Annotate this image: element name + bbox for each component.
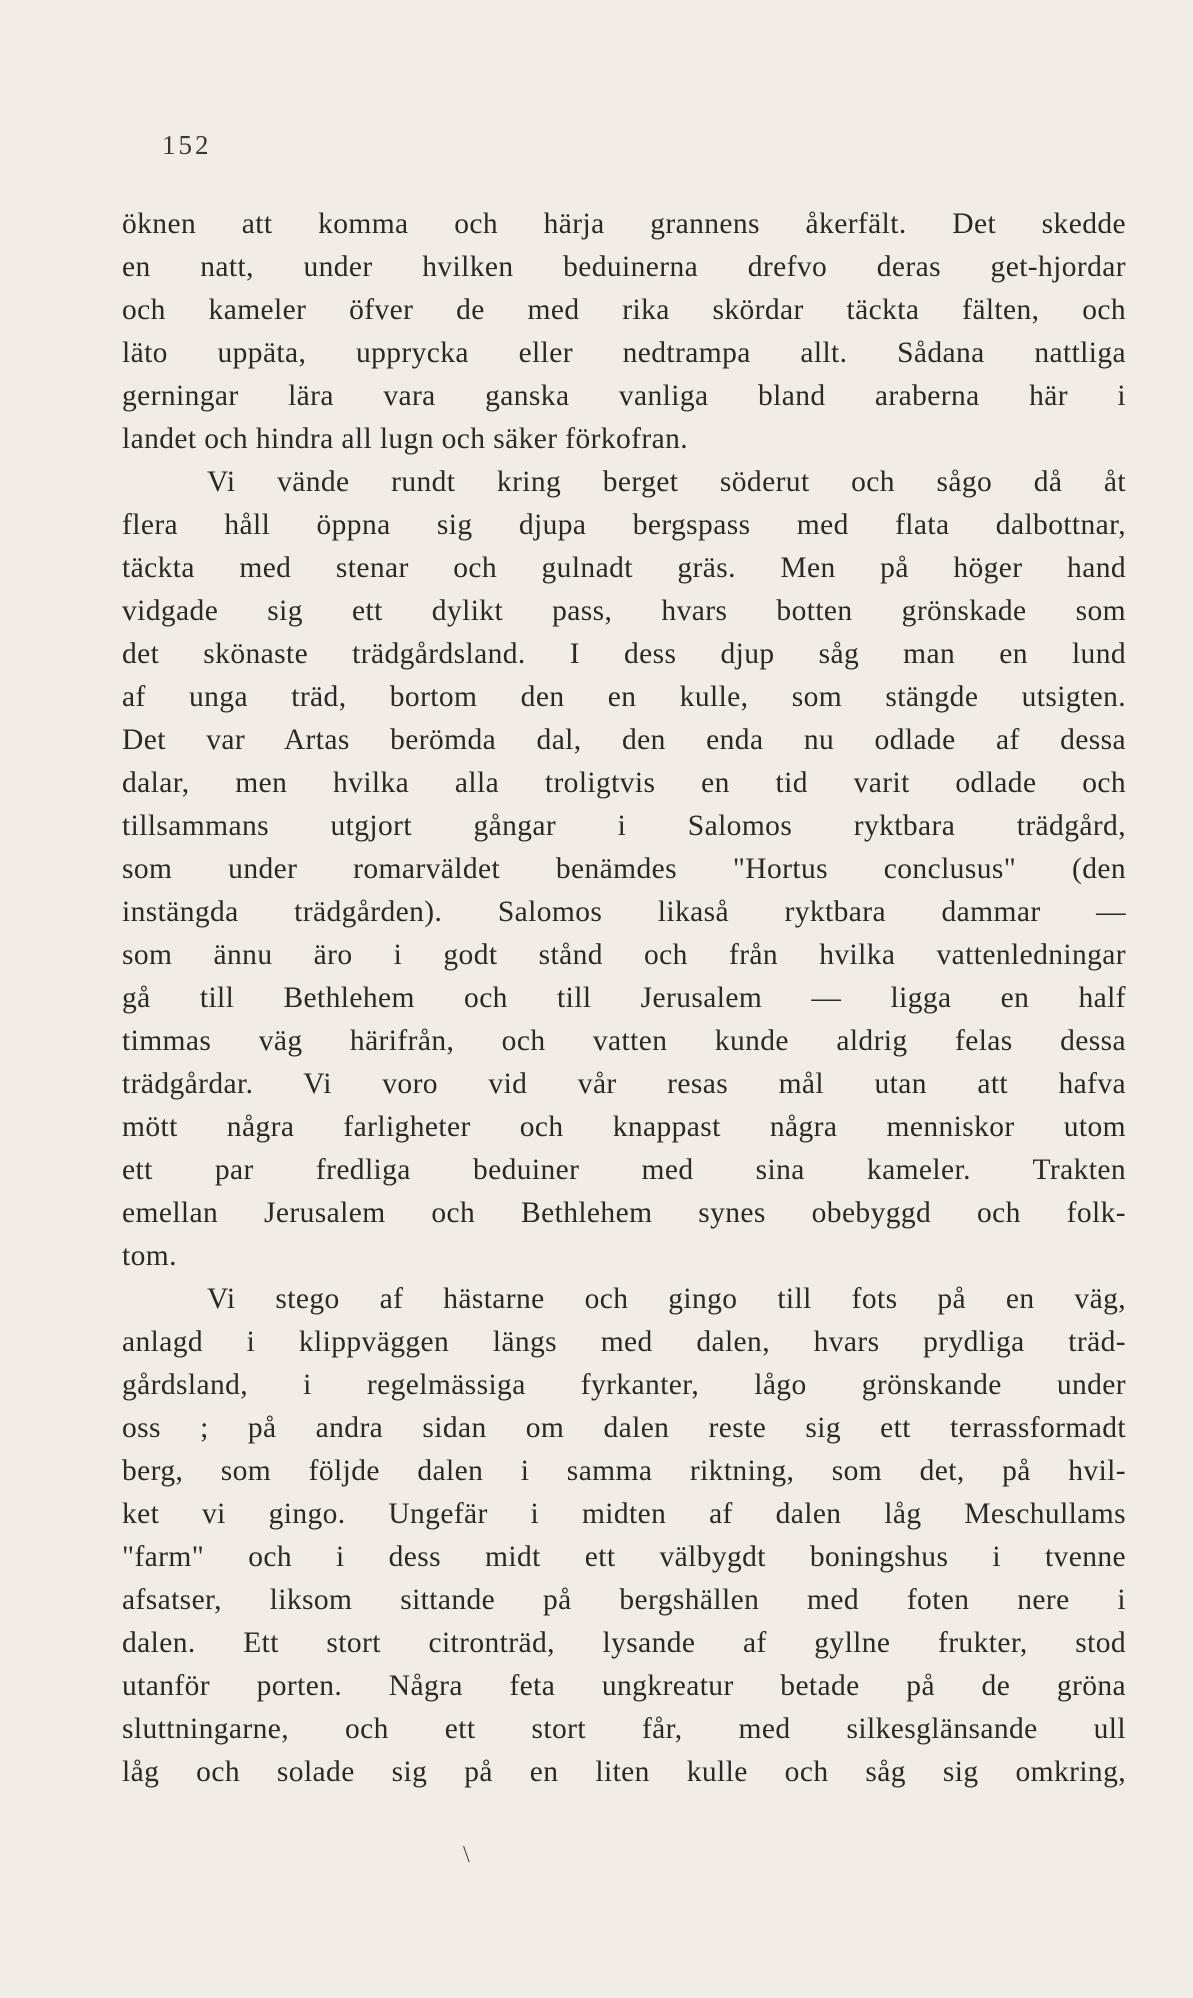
- text-line: Det var Artas berömda dal, den enda nu odlade af dessa: [122, 724, 1126, 756]
- text-line: en natt, under hvilken beduinerna drefvo deras get-hjordar: [122, 251, 1126, 283]
- text-line: och kameler öfver de med rika skördar täckta fälten, och: [122, 294, 1126, 326]
- text-line: Vi vände rundt kring berget söderut och sågo då åt: [207, 466, 1126, 498]
- text-line: ket vi gingo. Ungefär i midten af dalen låg Meschullams: [122, 1498, 1126, 1530]
- printer-mark: \: [463, 1842, 470, 1868]
- text-line: som ännu äro i godt stånd och från hvilka vattenledningar: [122, 939, 1126, 971]
- text-line: gårdsland, i regelmässiga fyrkanter, lågo grönskande under: [122, 1369, 1126, 1401]
- text-line: trädgårdar. Vi voro vid vår resas mål utan att hafva: [122, 1068, 1126, 1100]
- text-line: läto uppäta, upprycka eller nedtrampa allt. Sådana nattliga: [122, 337, 1126, 369]
- text-line: det skönaste trädgårdsland. I dess djup såg man en lund: [122, 638, 1126, 670]
- text-line: låg och solade sig på en liten kulle och såg sig omkring,: [122, 1756, 1126, 1788]
- text-line: flera håll öppna sig djupa bergspass med flata dalbottnar,: [122, 509, 1126, 541]
- text-line: "farm" och i dess midt ett välbygdt boningshus i tvenne: [122, 1541, 1126, 1573]
- text-line: utanför porten. Några feta ungkreatur betade på de gröna: [122, 1670, 1126, 1702]
- text-line: gerningar lära vara ganska vanliga bland araberna här i: [122, 380, 1126, 412]
- text-line: ett par fredliga beduiner med sina kameler. Trakten: [122, 1154, 1126, 1186]
- text-line: gå till Bethlehem och till Jerusalem — ligga en half: [122, 982, 1126, 1014]
- text-line: anlagd i klippväggen längs med dalen, hvars prydliga träd-: [122, 1326, 1126, 1358]
- text-line: landet och hindra all lugn och säker förkofran.: [122, 423, 688, 455]
- text-line: tillsammans utgjort gångar i Salomos ryktbara trädgård,: [122, 810, 1126, 842]
- text-line: oss ; på andra sidan om dalen reste sig ett terrassformadt: [122, 1412, 1126, 1444]
- text-line: täckta med stenar och gulnadt gräs. Men på höger hand: [122, 552, 1126, 584]
- text-line: emellan Jerusalem och Bethlehem synes obebyggd och folk-: [122, 1197, 1126, 1229]
- text-line: mött några farligheter och knappast några menniskor utom: [122, 1111, 1126, 1143]
- text-line: timmas väg härifrån, och vatten kunde aldrig felas dessa: [122, 1025, 1126, 1057]
- text-line: instängda trädgården). Salomos likaså ryktbara dammar —: [122, 896, 1126, 928]
- text-line: afsatser, liksom sittande på bergshällen med foten nere i: [122, 1584, 1126, 1616]
- text-line: af unga träd, bortom den en kulle, som stängde utsigten.: [122, 681, 1126, 713]
- page-number: 152: [162, 130, 212, 160]
- text-line: berg, som följde dalen i samma riktning, som det, på hvil-: [122, 1455, 1126, 1487]
- text-line: tom.: [122, 1240, 177, 1272]
- text-line: dalar, men hvilka alla troligtvis en tid varit odlade och: [122, 767, 1126, 799]
- text-line: som under romarväldet benämdes "Hortus conclusus" (den: [122, 853, 1126, 885]
- text-line: Vi stego af hästarne och gingo till fots på en väg,: [207, 1283, 1126, 1315]
- text-line: vidgade sig ett dylikt pass, hvars botten grönskade som: [122, 595, 1126, 627]
- body-text: [122, 203, 1126, 1794]
- text-line: sluttningarne, och ett stort får, med silkesglänsande ull: [122, 1713, 1126, 1745]
- text-line: dalen. Ett stort citronträd, lysande af gyllne frukter, stod: [122, 1627, 1126, 1659]
- text-line: öknen att komma och härja grannens åkerfält. Det skedde: [122, 208, 1126, 240]
